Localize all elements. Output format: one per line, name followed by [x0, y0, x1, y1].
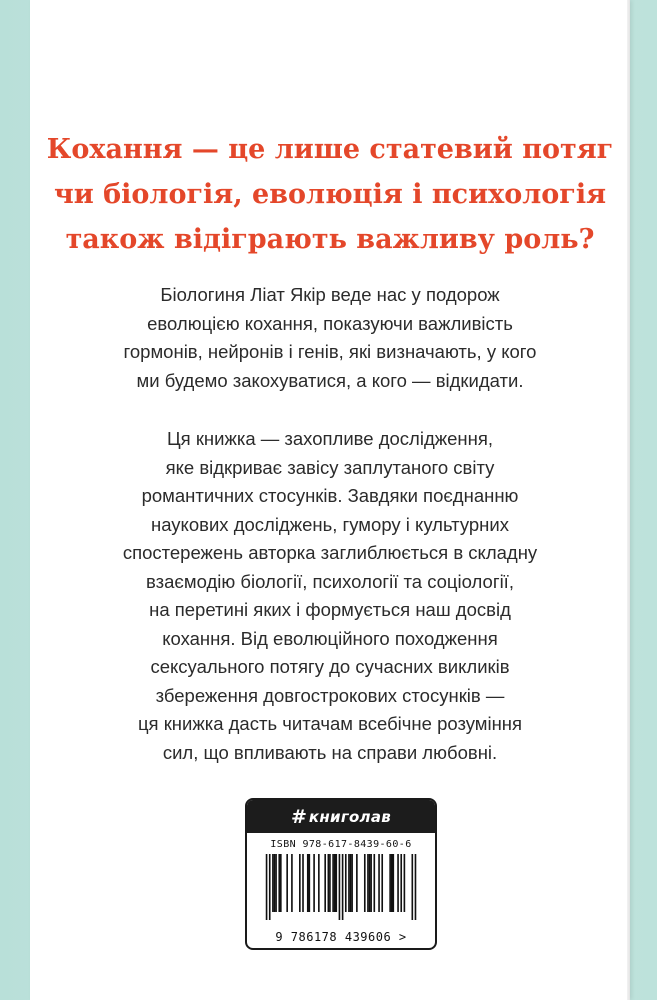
book-back-cover — [30, 0, 630, 1000]
barcode-bar — [266, 854, 268, 920]
barcode-bar — [299, 854, 301, 912]
barcode-bar — [412, 854, 414, 920]
paragraph-line: кохання. Від еволюційного походження — [162, 627, 498, 649]
barcode-digits: 9 786178 439606 > — [275, 930, 407, 944]
barcode-bar — [397, 854, 399, 912]
barcode-bar — [391, 854, 393, 912]
paragraph-line: на перетині яких і формується наш досвід — [149, 599, 511, 620]
barcode-bar — [307, 854, 309, 912]
paragraph-line: еволюцією кохання, показуючи важливість — [147, 312, 513, 334]
barcode-bar — [328, 854, 330, 912]
barcode-bar — [291, 854, 293, 912]
barcode-bar — [339, 854, 341, 920]
headline-line: чи біологія, еволюція і психологія — [53, 179, 607, 210]
barcode-bar — [274, 854, 276, 912]
paragraph-line: гормонів, нейронів і генів, які визначають, у кого — [123, 341, 537, 362]
barcode-bar — [381, 854, 383, 912]
barcode-bar — [348, 854, 350, 912]
publisher-name: книголав — [308, 807, 392, 826]
paragraph-line: романтичних стосунків. Завдяки поєднанню — [141, 485, 519, 506]
paragraph-line: ця книжка дасть читачам всебічне розуміння — [137, 713, 523, 734]
barcode-bar — [335, 854, 337, 912]
headline-line: Кохання — це лише статевий потяг — [46, 134, 614, 165]
barcode-bar — [356, 854, 358, 912]
description-paragraph — [30, 425, 630, 767]
intro-paragraph — [30, 281, 630, 395]
barcode-bar — [280, 854, 282, 912]
barcode-bar — [350, 854, 352, 912]
barcode-bar — [334, 854, 336, 912]
paragraph-line: Біологиня Ліат Якір веде нас у подорож — [160, 284, 500, 305]
paragraph-line: спостережень авторка заглиблюється в складну — [122, 542, 538, 563]
isbn-label: ISBN 978-617-8439-60-6 — [270, 839, 412, 850]
barcode-bar — [275, 854, 277, 912]
barcode-bar — [286, 854, 288, 912]
barcode-bar — [342, 854, 344, 920]
barcode-icon — [261, 854, 421, 920]
paragraph-line: взаємодію біології, психології та соціології, — [146, 570, 514, 592]
barcode-bar — [313, 854, 315, 912]
headline — [30, 127, 630, 262]
paragraph-line: сил, що впливають на справи любовні. — [162, 741, 498, 763]
paragraph-line: яке відкриває завісу заплутаного світу — [165, 456, 495, 478]
barcode-bar — [345, 854, 347, 912]
paragraph-line: наукових досліджень, гумору і культурних — [151, 513, 509, 535]
paragraph-line: сексуального потягу до сучасних викликів — [150, 656, 510, 677]
barcode-bar — [369, 854, 371, 912]
barcode-bar — [351, 854, 353, 912]
paragraph-line: збереження довгострокових стосунків — — [155, 684, 505, 706]
barcode-bar — [318, 854, 320, 912]
barcode-bar — [400, 854, 402, 912]
barcode-panel — [245, 798, 437, 950]
barcode-bar — [389, 854, 391, 912]
barcode-bar — [324, 854, 326, 912]
barcode-bar — [404, 854, 406, 912]
paragraph-line: Ця книжка — захопливе дослідження, — [166, 428, 494, 449]
barcode-bar — [367, 854, 369, 912]
barcode-bar — [302, 854, 304, 912]
barcode-bar — [373, 854, 375, 912]
paragraph-line: ми будемо закохуватися, а кого — відкидати. — [136, 369, 524, 391]
headline-line: також відіграють важливу роль? — [65, 224, 595, 255]
barcode-bar — [332, 854, 334, 912]
barcode-bar — [329, 854, 331, 912]
barcode-bar — [392, 854, 394, 912]
barcode-bar — [278, 854, 280, 912]
barcode-bar — [370, 854, 372, 912]
barcode-bar — [272, 854, 274, 912]
barcode-bar — [415, 854, 417, 920]
publisher-logo — [247, 800, 435, 833]
barcode-bar — [364, 854, 366, 912]
barcode-bar — [269, 854, 271, 920]
barcode-bar — [378, 854, 380, 912]
barcode-bar — [309, 854, 311, 912]
hash-icon: # — [290, 805, 307, 828]
